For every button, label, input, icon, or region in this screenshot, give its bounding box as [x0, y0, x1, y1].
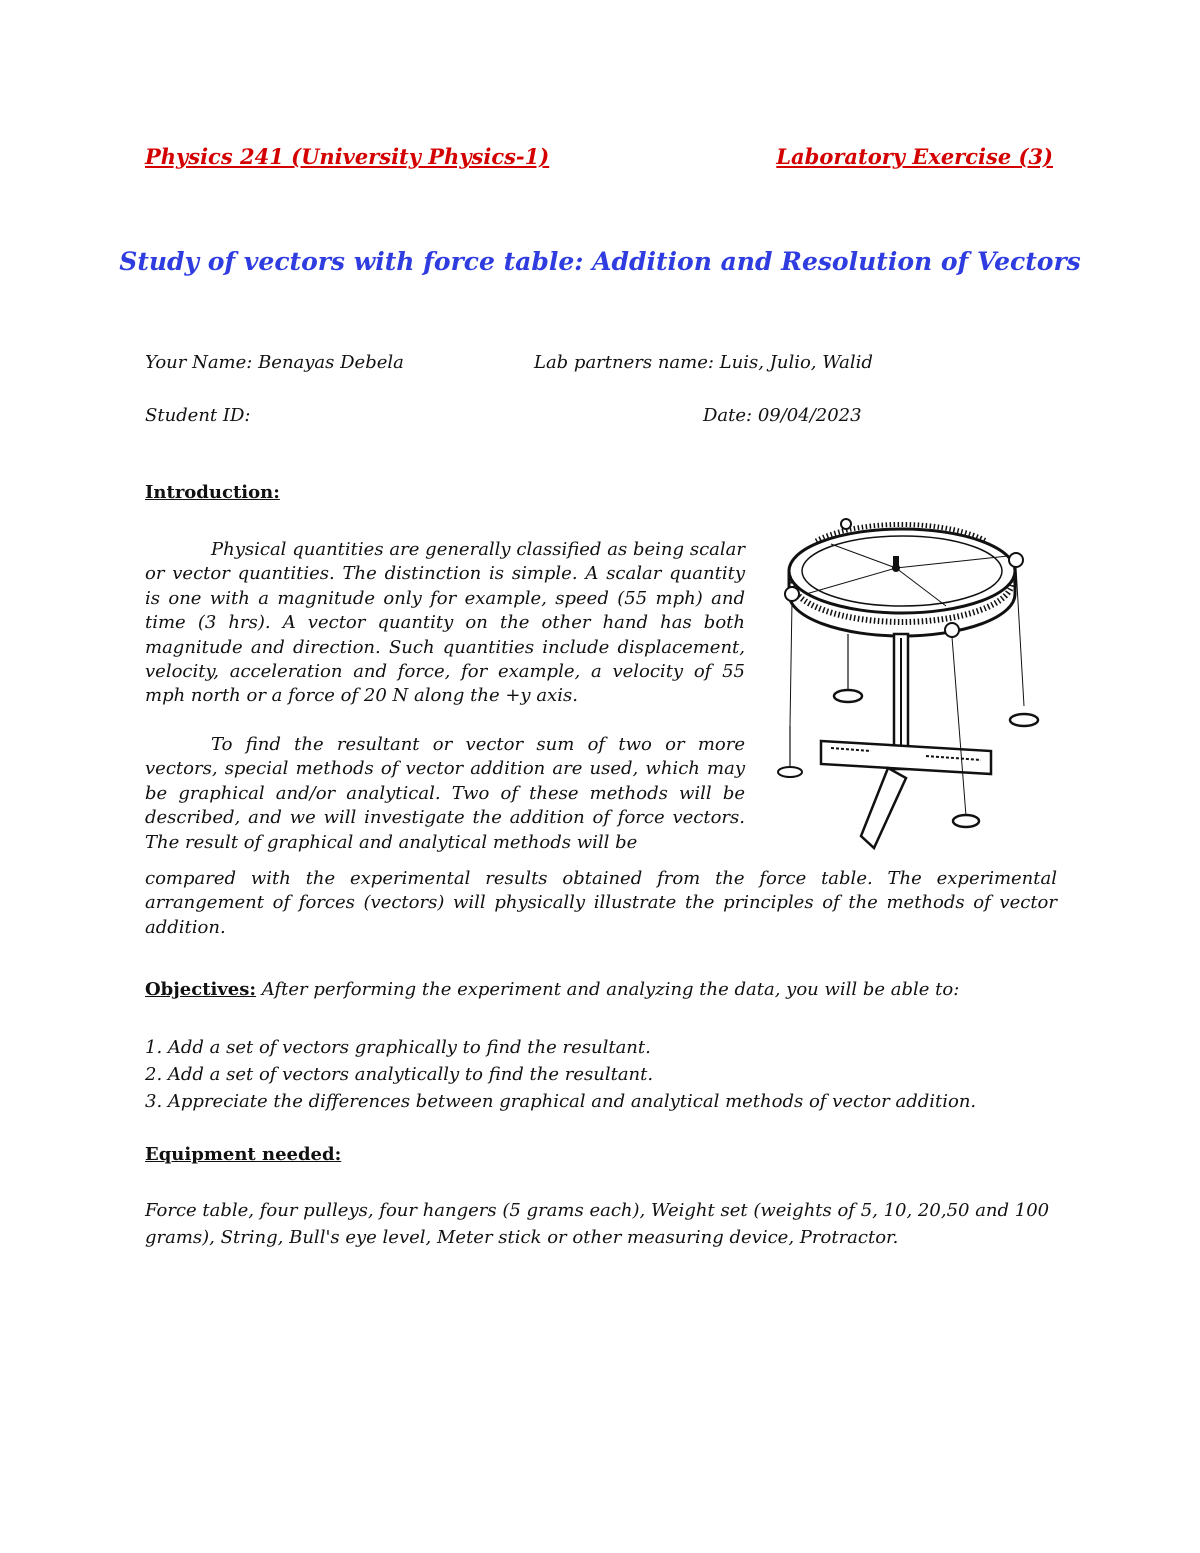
intro-paragraph-2-top [145, 733, 745, 855]
equipment-heading: Equipment needed: [145, 1144, 342, 1165]
intro-paragraph-2-text-a: To find the resultant or vector sum of two or more vectors, special methods of vector addition are used, which may be graphical and/or analytical. Two of these methods will be described, and we will investigate the addition of force vectors. The result of graphical and analytical methods will be [145, 734, 745, 853]
objectives-heading: Objectives: [145, 979, 257, 1000]
intro-paragraph-1 [145, 538, 745, 709]
lab-partners-field: Lab partners name: Luis, Julio, Walid [534, 352, 873, 373]
objectives-list [145, 1034, 976, 1115]
document-title: Study of vectors with force table: Addition and Resolution of Vectors [119, 247, 1081, 276]
course-header: Physics 241 (University Physics-1) [145, 144, 550, 169]
objective-item: 2. Add a set of vectors analytically to find the resultant. [145, 1064, 654, 1085]
intro-paragraph-1-text: Physical quantities are generally classified as being scalar or vector quantities. The distinction is simple. A scalar quantity is one with a magnitude only for example, speed (55 mph) and time (3 hrs). A vector quantity on the other hand has both magnitude and direction. Such quantities include displacement, velocity, acceleration and force, for example, a velocity of 55 mph north or a force of 20 N along the +y axis. [145, 539, 745, 707]
objectives-lead: After performing the experiment and analyzing the data, you will be able to: [256, 979, 960, 1000]
your-name-field: Your Name: Benayas Debela [145, 352, 404, 373]
exercise-header: Laboratory Exercise (3) [776, 144, 1053, 169]
force-table-illustration [776, 516, 1046, 861]
objectives-line [145, 979, 959, 1000]
intro-paragraph-2-bottom: compared with the experimental results obtained from the force table. The experimental arrangement of forces (vectors) will physically illustrate the principles of the methods of vector addition. [145, 868, 1057, 938]
objective-item: 3. Appreciate the differences between graphical and analytical methods of vector addition. [145, 1091, 977, 1112]
introduction-heading: Introduction: [145, 482, 280, 503]
equipment-text: Force table, four pulleys, four hangers (5 grams each), Weight set (weights of 5, 10, 20,50 and 100 grams), String, Bull's eye level, Meter stick or other measuring device, Protractor. [145, 1200, 1050, 1248]
student-id-field: Student ID: [145, 405, 251, 426]
objective-item: 1. Add a set of vectors graphically to find the resultant. [145, 1037, 651, 1058]
date-field: Date: 09/04/2023 [703, 405, 862, 426]
